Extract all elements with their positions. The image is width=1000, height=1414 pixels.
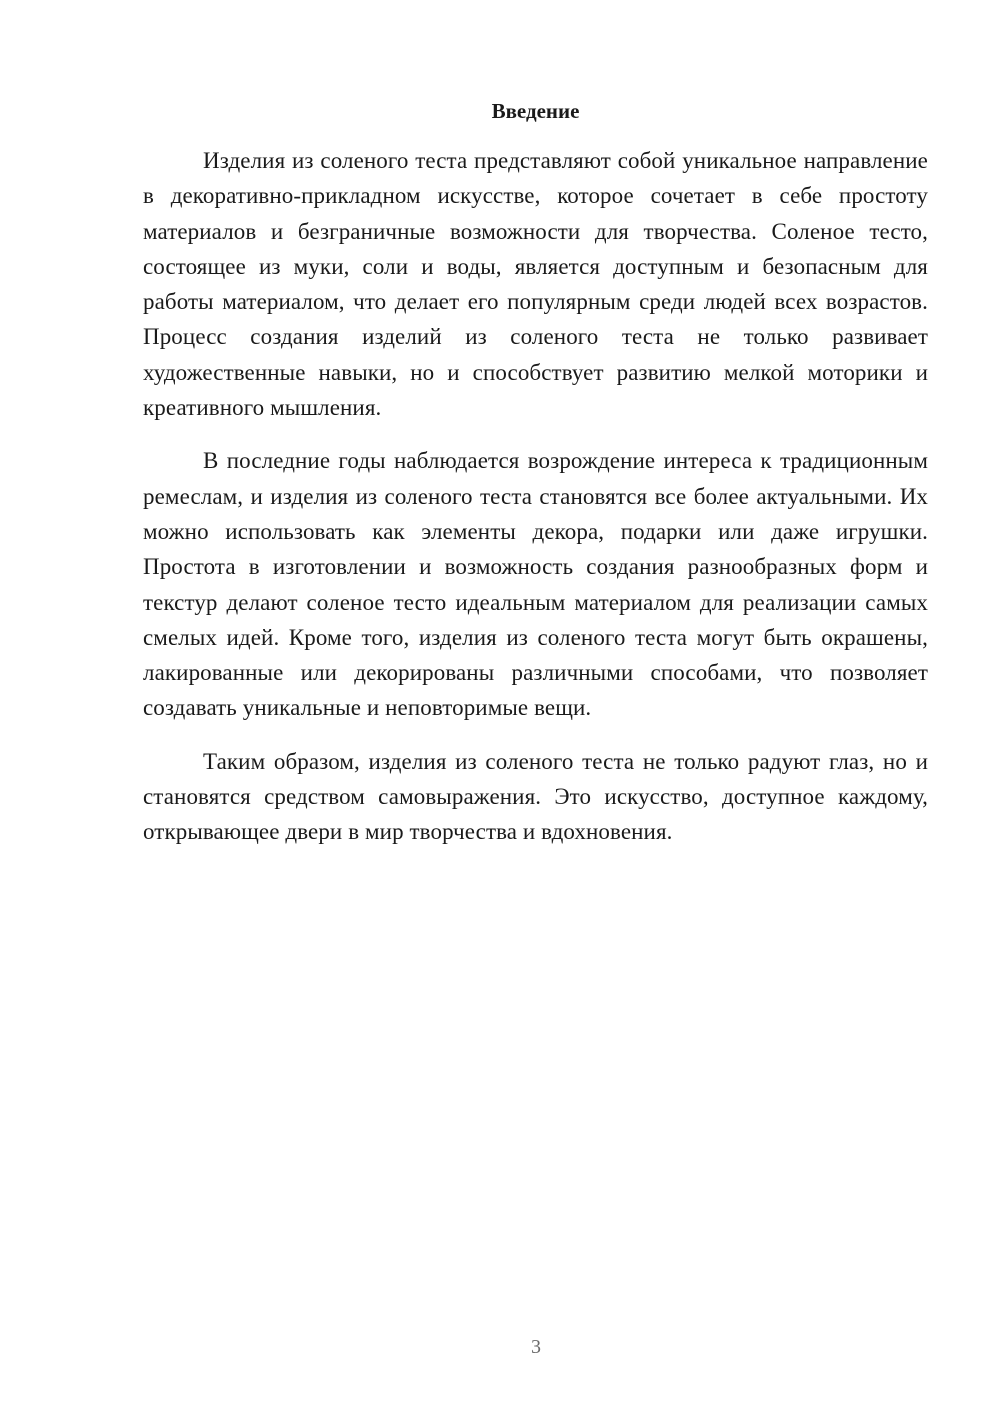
page-number: 3 [531,1336,541,1358]
page-title: Введение [491,99,580,123]
paragraph-intro: Изделия из соленого теста представляют собой уникальное направление в декоративно-прикладном искусстве, которое сочетает в себе простоту материалов и безграничные возможности для творчества. Соленое тесто, состоящее из муки, соли и воды, является доступным и безопасным для работы материалом, что делает его популярным среди людей всех возрастов. Процесс создания изделий из соленого теста не только развивает художественные навыки, но и способствует развитию мелкой моторики и креативного мышления. [143,148,928,421]
paragraph-revival: В последние годы наблюдается возрождение интереса к традиционным ремеслам, и изделия из соленого теста становятся все более актуальными. Их можно использовать как элементы декора, подарки или даже игрушки. Простота в изготовлении и возможность создания разнообразных форм и текстур делают соленое тесто идеальным материалом для реализации самых смелых идей. Кроме того, изделия из соленого теста могут быть окрашены, лакированные или декорированы различными способами, что позволяет создавать уникальные и неповторимые вещи. [143,448,928,721]
paragraph-conclusion: Таким образом, изделия из соленого теста не только радуют глаз, но и становятся средством самовыражения. Это искусство, доступное каждому, открывающее двери в мир творчества и вдохновения. [143,748,928,845]
body-text [143,143,928,868]
